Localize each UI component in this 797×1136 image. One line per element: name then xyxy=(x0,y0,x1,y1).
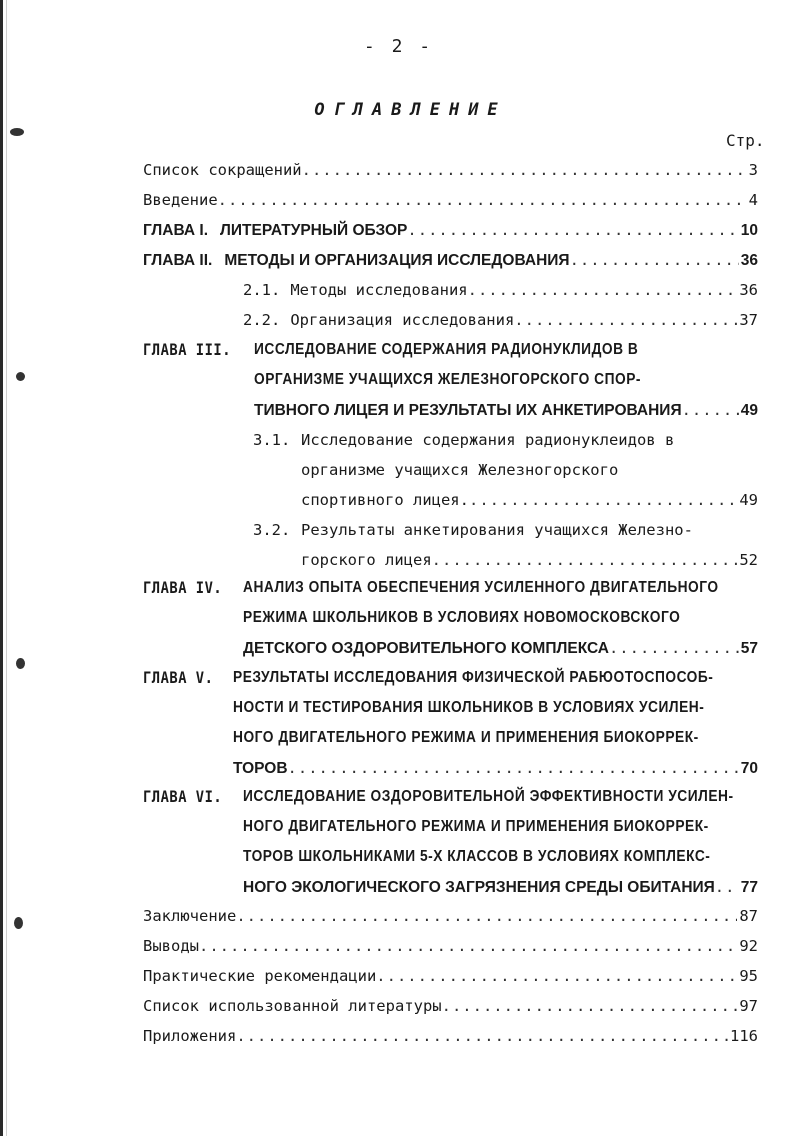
dot-leader xyxy=(236,905,737,927)
toc-entry-page: 77 xyxy=(740,879,758,896)
toc-entry-page: 4 xyxy=(748,191,758,209)
toc-section-2-2 xyxy=(243,309,758,331)
toc-entry-page: 36 xyxy=(740,252,758,269)
toc-entry-introduction xyxy=(143,189,758,211)
toc-entry-page: 57 xyxy=(740,640,758,657)
chapter-number: ГЛАВА V. xyxy=(143,668,214,687)
toc-entry-label: Приложения xyxy=(143,1027,237,1045)
toc-entry-findings xyxy=(143,935,758,957)
toc-chapter-6-last xyxy=(243,876,758,898)
toc-section-3-2-last xyxy=(301,549,758,571)
chapter-number: ГЛАВА II. xyxy=(143,252,213,269)
dot-leader xyxy=(407,219,738,241)
scan-speck xyxy=(16,372,25,381)
toc-entry-page: 87 xyxy=(739,907,758,925)
section-title-line: Организация исследования xyxy=(290,311,515,329)
section-title-line: Результаты анкетирования учащихся Железно- xyxy=(301,521,693,539)
dot-leader xyxy=(514,309,737,331)
toc-entry-conclusion xyxy=(143,905,758,927)
dot-leader xyxy=(376,965,737,987)
dot-leader xyxy=(442,995,738,1017)
chapter-number: ГЛАВА IV. xyxy=(143,578,223,597)
chapter-title-line: НОГО ДВИГАТЕЛЬНОГО РЕЖИМА И ПРИМЕНЕНИЯ БИОКОРРЕК- xyxy=(243,818,709,835)
toc-entry-page: 95 xyxy=(739,967,758,985)
chapter-title-line: ИССЛЕДОВАНИЕ ОЗДОРОВИТЕЛЬНОЙ ЭФФЕКТИВНОСТИ УСИЛЕН- xyxy=(243,788,734,805)
toc-entry-bibliography xyxy=(143,995,758,1017)
toc-entry-page: 92 xyxy=(739,937,758,955)
chapter-title-line: ОРГАНИЗМЕ УЧАЩИХСЯ ЖЕЛЕЗНОГОРСКОГО СПОР- xyxy=(254,371,642,388)
toc-entry-page: 49 xyxy=(740,402,758,419)
section-title-line: горского лицея xyxy=(301,551,432,569)
dot-leader xyxy=(288,757,739,779)
scan-edge xyxy=(0,0,3,1136)
dot-leader xyxy=(609,637,739,659)
chapter-title-line: НОГО ЭКОЛОГИЧЕСКОГО ЗАГРЯЗНЕНИЯ СРЕДЫ ОБИТАНИЯ xyxy=(243,879,715,896)
section-title-line: спортивного лицея. xyxy=(301,491,469,509)
toc-entry-label: Выводы xyxy=(143,937,199,955)
dot-leader xyxy=(199,935,737,957)
toc-chapter-2 xyxy=(143,249,758,271)
chapter-title-line: ИССЛЕДОВАНИЕ СОДЕРЖАНИЯ РАДИОНУКЛИДОВ В xyxy=(254,341,639,358)
chapter-title-line: НОСТИ И ТЕСТИРОВАНИЯ ШКОЛЬНИКОВ В УСЛОВИЯХ УСИЛЕН- xyxy=(233,699,705,716)
section-title-line: Методы исследования xyxy=(290,281,468,299)
scan-speck xyxy=(14,917,23,929)
chapter-title-line: МЕТОДЫ И ОРГАНИЗАЦИЯ ИССЛЕДОВАНИЯ xyxy=(224,252,570,269)
chapter-title-line: НОГО ДВИГАТЕЛЬНОГО РЕЖИМА И ПРИМЕНЕНИЯ БИОКОРРЕК- xyxy=(233,729,699,746)
toc-entry-appendices xyxy=(143,1025,758,1047)
chapter-title-line: ТОРОВ ШКОЛЬНИКАМИ 5-Х КЛАССОВ В УСЛОВИЯХ КОМПЛЕКС- xyxy=(243,848,711,865)
toc-entry-page: 97 xyxy=(739,997,758,1015)
dot-leader xyxy=(570,249,739,271)
toc-entry-page: 116 xyxy=(730,1027,758,1045)
chapter-title-line: РЕЖИМА ШКОЛЬНИКОВ В УСЛОВИЯХ НОВОМОСКОВСКОГО xyxy=(243,609,681,626)
toc-entry-label: Заключение xyxy=(143,907,237,925)
section-number: 3.2. xyxy=(253,521,291,539)
toc-chapter-1 xyxy=(143,219,758,241)
chapter-title-line: ТИВНОГО ЛИЦЕЯ И РЕЗУЛЬТАТЫ ИХ АНКЕТИРОВАНИЯ xyxy=(254,402,682,419)
toc-entry-page: 52 xyxy=(739,551,758,569)
page-title: ОГЛАВЛЕНИЕ xyxy=(314,100,507,120)
chapter-title-line: РЕЗУЛЬТАТЫ ИССЛЕДОВАНИЯ ФИЗИЧЕСКОЙ РАБЮОТОСПОСОБ- xyxy=(233,669,714,686)
dot-leader xyxy=(302,159,747,181)
chapter-title-line: ДЕТСКОГО ОЗДОРОВИТЕЛЬНОГО КОМПЛЕКСА xyxy=(243,640,609,657)
toc-entry-recommendations xyxy=(143,965,758,987)
chapter-number: ГЛАВА III. xyxy=(143,340,232,359)
scan-speck xyxy=(16,658,25,669)
scan-edge-line xyxy=(6,0,7,1136)
section-title-line: организме учащихся Железногорского xyxy=(301,461,619,479)
toc-entry-page: 10 xyxy=(740,222,758,239)
toc-entry-label: Практические рекомендации xyxy=(143,967,377,985)
chapter-number: ГЛАВА I. xyxy=(143,222,209,239)
dot-leader xyxy=(715,876,739,898)
chapter-title-line: АНАЛИЗ ОПЫТА ОБЕСПЕЧЕНИЯ УСИЛЕННОГО ДВИГАТЕЛЬНОГО xyxy=(243,579,719,596)
toc-entry-page: 70 xyxy=(740,760,758,777)
dot-leader xyxy=(432,549,738,571)
toc-entry-page: 36 xyxy=(739,281,758,299)
toc-entry-label: Список использованной литературы xyxy=(143,997,442,1015)
chapter-number: ГЛАВА VI. xyxy=(143,787,223,806)
toc-chapter-5-last xyxy=(233,757,758,779)
dot-leader xyxy=(469,489,737,511)
toc-entry-label: Введение xyxy=(143,191,218,209)
toc-entry-page: 49 xyxy=(739,491,758,509)
dot-leader xyxy=(236,1025,728,1047)
chapter-title-line: ТОРОВ xyxy=(233,760,288,777)
toc-chapter-4-last xyxy=(243,637,758,659)
toc-section-3-1-last xyxy=(301,489,758,511)
section-number: 3.1. xyxy=(253,431,291,449)
toc-entry-label: Список сокращений xyxy=(143,161,302,179)
toc-entry-page: 37 xyxy=(739,311,758,329)
page-number: - 2 - xyxy=(363,36,434,57)
section-number: 2.2. xyxy=(243,311,281,329)
chapter-title-line: ЛИТЕРАТУРНЫЙ ОБЗОР xyxy=(220,222,408,239)
section-title-line: Исследование содержания радионуклеидов в xyxy=(301,431,675,449)
dot-leader xyxy=(468,279,738,301)
scan-speck xyxy=(10,128,24,136)
toc-entry-page: 3 xyxy=(748,161,758,179)
dot-leader xyxy=(682,399,739,421)
page-column-header: Стр. xyxy=(726,131,765,150)
toc-section-2-1 xyxy=(243,279,758,301)
toc-chapter-3-last xyxy=(254,399,758,421)
dot-leader xyxy=(218,189,747,211)
section-number: 2.1. xyxy=(243,281,281,299)
toc-entry-abbreviations xyxy=(143,159,758,181)
